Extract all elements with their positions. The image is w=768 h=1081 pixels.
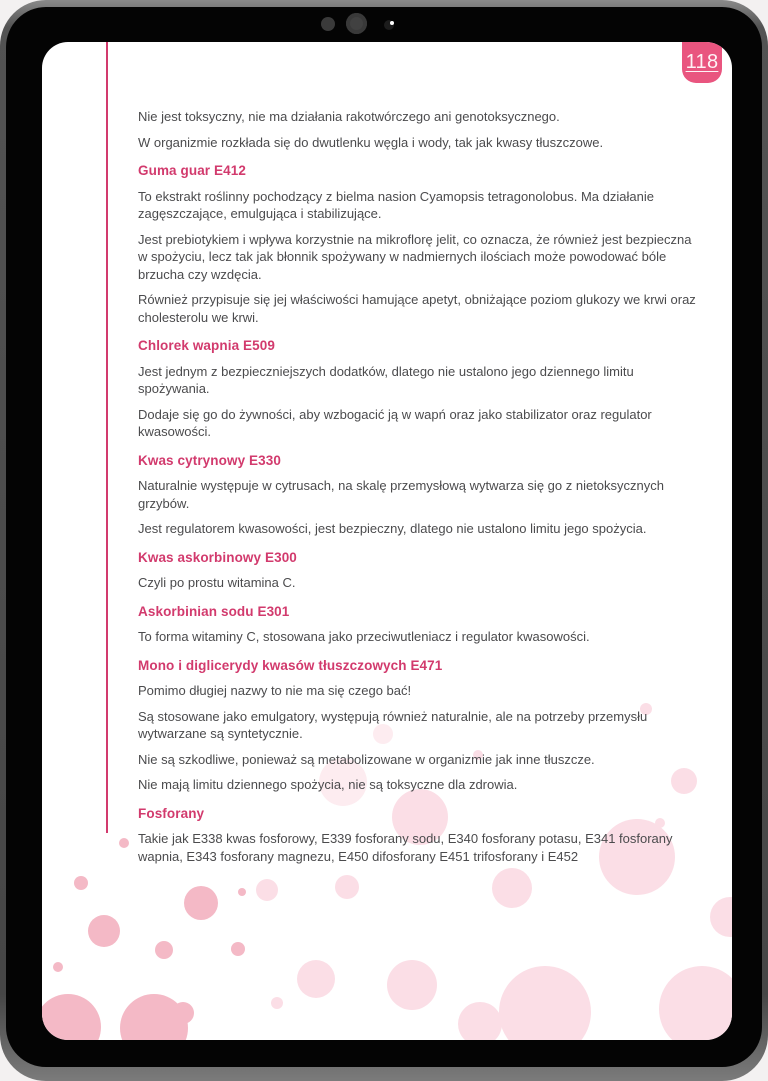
body-paragraph: Nie jest toksyczny, nie ma działania rakotwórczego ani genotoksycznego. xyxy=(138,109,560,124)
section-heading: Kwas askorbinowy E300 xyxy=(138,549,297,565)
body-paragraph: Jest prebiotykiem i wpływa korzystnie na mikroflorę jelit, co oznacza, że również jest bezpieczna w spożyciu, lecz tak jak błonnik spożywany w nadmiernych ilościach może powodować bóle brzucha czy wzdęcia. xyxy=(138,231,692,282)
body-paragraph: To ekstrakt roślinny pochodzący z bielma nasion Cyamopsis tetragonolobus. Ma działanie zagęszczające, emulgująca i stabilizujące. xyxy=(138,188,654,221)
decorative-bubble xyxy=(297,960,335,998)
body-paragraph: Nie mają limitu dziennego spożycia, nie są toksyczne dla zdrowia. xyxy=(138,777,518,792)
decorative-bubble xyxy=(184,886,218,920)
body-paragraph: W organizmie rozkłada się do dwutlenku węgla i wody, tak jak kwasy tłuszczowe. xyxy=(138,134,604,150)
ebook-page-screen[interactable] xyxy=(42,42,732,1040)
body-paragraph: Są stosowane jako emulgatory, występują również naturalnie, ale na potrzeby przemysłu wytwarzane są syntetycznie. xyxy=(138,708,648,741)
decorative-bubble xyxy=(74,876,88,890)
accent-line xyxy=(106,42,108,833)
section-heading: Mono i diglicerydy kwasów tłuszczowych E471 xyxy=(138,657,443,673)
page-content xyxy=(138,108,696,873)
section-heading: Kwas cytrynowy E330 xyxy=(138,452,281,468)
section-heading: Chlorek wapnia E509 xyxy=(138,338,275,353)
decorative-bubble xyxy=(172,1002,194,1024)
section-heading: Askorbinian sodu E301 xyxy=(138,603,290,619)
section-heading: Guma guar E412 xyxy=(138,163,246,178)
body-paragraph: Również przypisuje się jej właściwości hamujące apetyt, obniżające poziom glukozy we krwi oraz cholesterolu we krwi. xyxy=(138,292,696,325)
decorative-bubble xyxy=(231,942,245,956)
body-paragraph: To forma witaminy C, stosowana jako przeciwutleniacz i regulator kwasowości. xyxy=(138,629,590,644)
decorative-bubble xyxy=(499,966,591,1040)
decorative-bubble xyxy=(155,941,173,959)
body-paragraph: Nie są szkodliwe, ponieważ są metabolizowane w organizmie jak inne tłuszcze. xyxy=(138,751,595,767)
decorative-bubble xyxy=(256,879,278,901)
decorative-bubble xyxy=(271,997,283,1009)
decorative-bubble xyxy=(238,888,246,896)
ambient-light-sensor-dot-icon xyxy=(384,20,394,30)
body-paragraph: Naturalnie występuje w cytrusach, na skalę przemysłową wytwarza się go z nietoksycznych grzybów. xyxy=(138,478,664,511)
body-paragraph: Jest regulatorem kwasowości, jest bezpieczny, dlatego nie ustalono limitu jego spożycia. xyxy=(138,521,647,536)
decorative-bubble xyxy=(119,838,129,848)
proximity-sensor-dot-icon xyxy=(321,17,335,31)
decorative-bubble xyxy=(88,915,120,947)
decorative-bubble xyxy=(42,994,101,1040)
decorative-bubble xyxy=(387,960,437,1010)
decorative-bubble xyxy=(492,868,532,908)
body-paragraph: Takie jak E338 kwas fosforowy, E339 fosforany sodu, E340 fosforany potasu, E341 fosforany wapnia, E343 fosforany magnezu, E450 difosforany E451 trifosforany i E452 xyxy=(138,831,673,864)
section-heading: Fosforany xyxy=(138,805,205,821)
body-paragraph: Czyli po prostu witamina C. xyxy=(138,575,296,590)
decorative-bubble xyxy=(53,962,63,972)
body-paragraph: Jest jednym z bezpieczniejszych dodatków, dlatego nie ustalono jego dziennego limitu spożywania. xyxy=(138,363,634,396)
body-paragraph: Pomimo długiej nazwy to nie ma się czego bać! xyxy=(138,683,412,698)
page-number-badge xyxy=(682,42,722,83)
decorative-bubble xyxy=(710,897,732,937)
decorative-bubble xyxy=(659,966,732,1040)
front-camera-lens-icon xyxy=(346,13,367,34)
page-number: 118 xyxy=(685,51,719,73)
decorative-bubble xyxy=(458,1002,502,1040)
decorative-bubble xyxy=(335,875,359,899)
body-paragraph: Dodaje się go do żywności, aby wzbogacić ją w wapń oraz jako stabilizator oraz regulator kwasowości. xyxy=(138,406,652,439)
